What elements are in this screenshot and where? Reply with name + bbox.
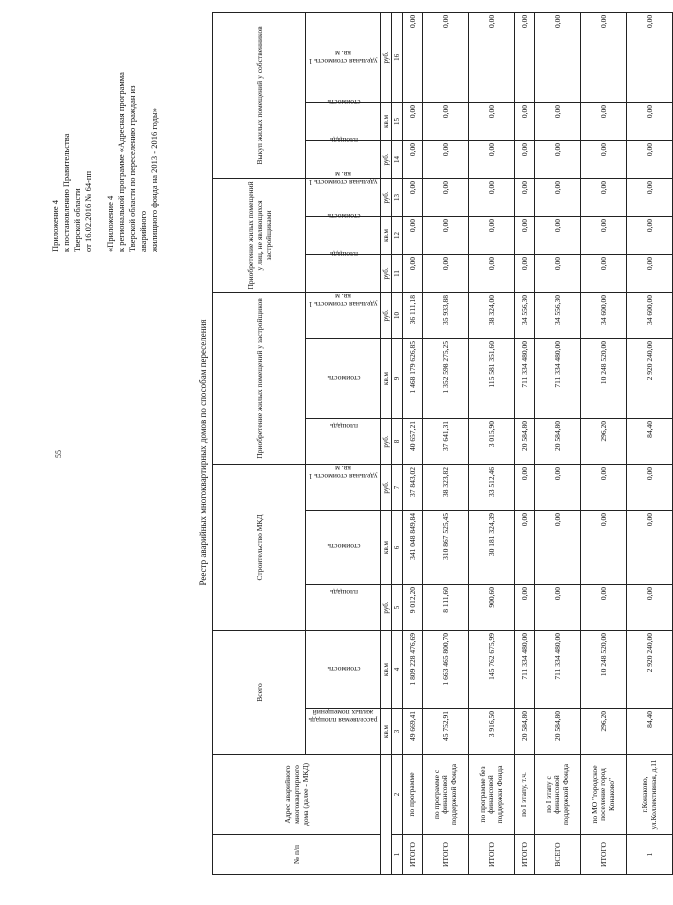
unit-cell: кв.м	[381, 631, 392, 709]
row-description: по МО "городское поселение город Конаково"	[581, 755, 627, 835]
column-number: 15	[392, 102, 403, 140]
unit-cell: кв.м	[381, 102, 392, 140]
row-value: 711 334 480,00	[535, 338, 581, 418]
approval-block	[50, 52, 160, 252]
row-value: 0,00	[535, 178, 581, 216]
column-number: 8	[392, 418, 403, 464]
column-number: 6	[392, 511, 403, 585]
subheader-area: площадь	[306, 254, 381, 292]
row-value: 0,00	[627, 216, 673, 254]
row-value: 296,20	[581, 418, 627, 464]
row-value: 0,00	[627, 254, 673, 292]
row-description: г.Конаково, ул.Коллективная, д.11	[627, 755, 673, 835]
unit-cell: кв.м	[381, 216, 392, 254]
row-value: 40 657,21	[403, 418, 423, 464]
row-description: по программе	[403, 755, 423, 835]
row-value: 0,00	[627, 178, 673, 216]
subheader-area: площадь	[306, 418, 381, 464]
unit-cell: кв.м	[381, 709, 392, 755]
row-value: 0,00	[515, 12, 535, 102]
row-value: 0,00	[581, 178, 627, 216]
register-title: Реестр аварийных многоквартирных домов по способам переселения	[198, 319, 208, 586]
row-value: 0,00	[403, 178, 423, 216]
row-value: 0,00	[535, 216, 581, 254]
row-value: 0,00	[581, 140, 627, 178]
header-total: Всего	[213, 631, 306, 755]
row-label: ИТОГО	[469, 835, 515, 875]
subheader-cost: стоимость	[306, 511, 381, 585]
row-value: 0,00	[469, 12, 515, 102]
unit-cell: руб.	[381, 140, 392, 178]
table-row	[423, 12, 469, 874]
row-value: 0,00	[515, 254, 535, 292]
approval-line: Приложение 4	[50, 200, 60, 252]
subheader-cost: стоимость	[306, 216, 381, 254]
subheader-row	[306, 12, 381, 874]
subheader-unit-cost: удельная стоимость 1 кв. м	[306, 292, 381, 338]
unit-cell: руб.	[381, 292, 392, 338]
column-number: 7	[392, 464, 403, 510]
unit-cell: кв.м	[381, 338, 392, 418]
row-value: 49 669,41	[403, 709, 423, 755]
row-value: 45 752,91	[423, 709, 469, 755]
row-value: 1 663 465 800,70	[423, 631, 469, 709]
row-value: 0,00	[535, 585, 581, 631]
row-value: 30 181 324,39	[469, 511, 515, 585]
row-value: 0,00	[581, 511, 627, 585]
subheader-cost: стоимость	[306, 338, 381, 418]
row-value: 0,00	[581, 216, 627, 254]
row-value: 36 111,18	[403, 292, 423, 338]
row-value: 0,00	[403, 140, 423, 178]
table-body	[403, 12, 673, 874]
row-value: 84,40	[627, 709, 673, 755]
row-value: 0,00	[515, 585, 535, 631]
row-value: 34 556,30	[515, 292, 535, 338]
row-value: 310 867 525,45	[423, 511, 469, 585]
approval-line: жилищного фонда на 2013 - 2016 годы»	[149, 108, 159, 252]
row-value: 0,00	[535, 140, 581, 178]
header-construction: Строительство МКД	[213, 464, 306, 630]
subheader-unit-cost: удельная стоимость 1 кв. м	[306, 178, 381, 216]
row-value: 0,00	[469, 178, 515, 216]
row-value: 37 641,31	[423, 418, 469, 464]
column-number: 4	[392, 631, 403, 709]
row-value: 0,00	[403, 102, 423, 140]
approval-line: к постановлению Правительства	[61, 133, 71, 252]
table-row	[469, 12, 515, 874]
column-number: 11	[392, 254, 403, 292]
row-label: ИТОГО	[423, 835, 469, 875]
row-value: 0,00	[627, 585, 673, 631]
row-value: 0,00	[515, 178, 535, 216]
row-value: 0,00	[535, 102, 581, 140]
row-value: 0,00	[535, 254, 581, 292]
row-value: 33 512,46	[469, 464, 515, 510]
unit-cell	[381, 755, 392, 875]
row-value: 0,00	[423, 254, 469, 292]
subheader-area: площадь	[306, 585, 381, 631]
column-number: 13	[392, 178, 403, 216]
row-value: 2 920 240,00	[627, 631, 673, 709]
subheader-cost: стоимость	[306, 631, 381, 709]
row-value: 0,00	[535, 464, 581, 510]
row-value: 38 324,00	[469, 292, 515, 338]
row-value: 900,60	[469, 585, 515, 631]
unit-cell: руб.	[381, 464, 392, 510]
row-value: 0,00	[515, 102, 535, 140]
header-num: № п/п	[213, 835, 381, 875]
column-number: 10	[392, 292, 403, 338]
approval-line: Тверской области по переселению граждан из аварийного	[127, 85, 148, 252]
subheader-unit-cost: удельная стоимость 1 кв. м	[306, 12, 381, 102]
row-value: 0,00	[403, 12, 423, 102]
row-value: 34 600,00	[581, 292, 627, 338]
subheader-cost: стоимость	[306, 102, 381, 140]
row-value: 10 248 520,00	[581, 338, 627, 418]
row-value: 20 584,80	[535, 418, 581, 464]
table-row	[403, 12, 423, 874]
row-label: ИТОГО	[515, 835, 535, 875]
row-value: 0,00	[627, 12, 673, 102]
row-value: 711 334 480,00	[515, 631, 535, 709]
row-value: 0,00	[423, 12, 469, 102]
register-table	[212, 12, 673, 875]
row-value: 0,00	[627, 511, 673, 585]
header-buyout: Выкуп жилых помещений у собственников	[213, 12, 306, 178]
approval-line: «Приложение 4	[105, 195, 115, 252]
row-value: 20 584,80	[515, 709, 535, 755]
subheader-area: площадь	[306, 140, 381, 178]
row-value: 0,00	[581, 464, 627, 510]
row-label: 1	[627, 835, 673, 875]
row-value: 0,00	[423, 216, 469, 254]
row-label: ИТОГО	[403, 835, 423, 875]
unit-cell: руб.	[381, 585, 392, 631]
unit-cell: руб.	[381, 418, 392, 464]
row-value: 8 111,60	[423, 585, 469, 631]
row-value: 1 809 228 476,69	[403, 631, 423, 709]
column-number: 2	[392, 755, 403, 835]
approval-line: от 16.02.2016 № 64-пп	[83, 170, 93, 252]
column-numbers-row	[392, 12, 403, 874]
unit-cell: руб.	[381, 12, 392, 102]
row-value: 0,00	[423, 140, 469, 178]
column-number: 16	[392, 12, 403, 102]
row-value: 0,00	[535, 12, 581, 102]
row-description: по I этапу, т.ч.	[515, 755, 535, 835]
subheader-area-resettled: расселяемая площадь жилых помещений	[306, 709, 381, 755]
row-value: 20 584,80	[535, 709, 581, 755]
column-number: 12	[392, 216, 403, 254]
row-value: 3 015,90	[469, 418, 515, 464]
row-value: 145 762 675,99	[469, 631, 515, 709]
row-label: ВСЕГО	[535, 835, 581, 875]
row-value: 0,00	[515, 464, 535, 510]
units-row	[381, 12, 392, 874]
row-value: 10 248 520,00	[581, 631, 627, 709]
row-value: 3 916,50	[469, 709, 515, 755]
row-value: 341 048 849,84	[403, 511, 423, 585]
row-value: 37 843,02	[403, 464, 423, 510]
row-value: 1 352 598 275,25	[423, 338, 469, 418]
header-purchase-nondevelopers: Приобретение жилых помещений у лиц, не являющихся застройщиками	[213, 178, 306, 292]
row-value: 2 920 240,00	[627, 338, 673, 418]
row-value: 0,00	[535, 511, 581, 585]
row-value: 20 584,80	[515, 418, 535, 464]
row-value: 0,00	[423, 178, 469, 216]
row-value: 0,00	[423, 102, 469, 140]
row-value: 0,00	[581, 254, 627, 292]
approval-line: Тверской области	[72, 188, 82, 252]
row-value: 0,00	[403, 216, 423, 254]
row-value: 1 468 179 626,85	[403, 338, 423, 418]
unit-cell: руб.	[381, 254, 392, 292]
row-value: 0,00	[469, 140, 515, 178]
table-row	[515, 12, 535, 874]
row-value: 38 323,82	[423, 464, 469, 510]
column-number: 1	[392, 835, 403, 875]
row-value: 0,00	[469, 216, 515, 254]
row-value: 0,00	[515, 216, 535, 254]
row-label: ИТОГО	[581, 835, 627, 875]
row-value: 711 334 480,00	[515, 338, 535, 418]
row-value: 711 334 480,00	[535, 631, 581, 709]
row-value: 0,00	[403, 254, 423, 292]
row-value: 0,00	[515, 140, 535, 178]
row-value: 35 933,88	[423, 292, 469, 338]
header-row	[213, 12, 306, 874]
unit-cell: кв.м	[381, 511, 392, 585]
row-value: 0,00	[581, 585, 627, 631]
table-row	[581, 12, 627, 874]
row-value: 34 556,30	[535, 292, 581, 338]
header-purchase-developers: Приобретение жилых помещений у застройщиков	[213, 292, 306, 464]
page-number: 55	[54, 450, 63, 458]
row-value: 115 581 351,60	[469, 338, 515, 418]
row-value: 34 600,00	[627, 292, 673, 338]
table-row	[535, 12, 581, 874]
row-value: 0,00	[627, 140, 673, 178]
row-value: 0,00	[581, 12, 627, 102]
row-value: 0,00	[515, 511, 535, 585]
row-value: 0,00	[627, 464, 673, 510]
approval-line: к региональной программе «Адресная программа	[116, 72, 126, 252]
row-description: по I этапу с финансовой поддержкой Фонда	[535, 755, 581, 835]
row-value: 0,00	[469, 254, 515, 292]
row-value: 0,00	[581, 102, 627, 140]
subheader-unit-cost: удельная стоимость 1 кв. м	[306, 464, 381, 510]
row-value: 9 012,20	[403, 585, 423, 631]
row-value: 0,00	[469, 102, 515, 140]
column-number: 3	[392, 709, 403, 755]
row-value: 84,40	[627, 418, 673, 464]
table-row	[627, 12, 673, 874]
column-number: 9	[392, 338, 403, 418]
column-number: 5	[392, 585, 403, 631]
column-number: 14	[392, 140, 403, 178]
header-address: Адрес аварийного многоквартирного дома (далее - МКД)	[213, 755, 381, 835]
row-value: 296,20	[581, 709, 627, 755]
row-description: по программе без финансовой поддержки Фонда	[469, 755, 515, 835]
row-description: по программе с финансовой поддержкой Фонда	[423, 755, 469, 835]
unit-cell: руб.	[381, 178, 392, 216]
row-value: 0,00	[627, 102, 673, 140]
